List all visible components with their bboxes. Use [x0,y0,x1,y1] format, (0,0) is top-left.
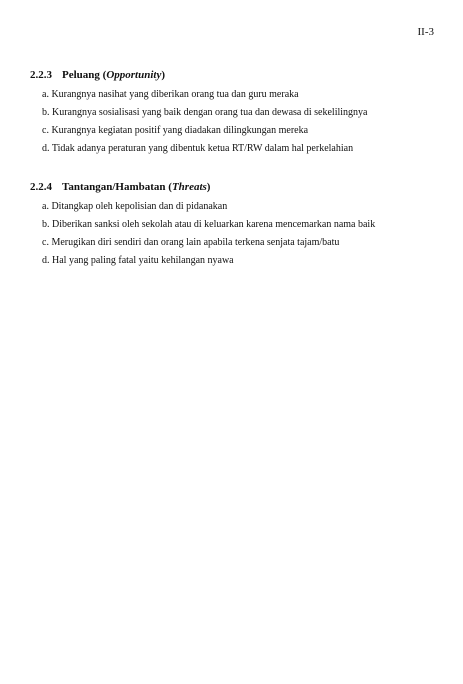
list-item: b. Kurangnya sosialisasi yang baik dengan orang tua dan dewasa di sekelilingnya [42,107,368,118]
opportunity-list [30,88,440,155]
list-item: c. Merugikan diri sendiri dan orang lain apabila terkena senjata tajam/batu [42,237,340,248]
section-title-english: Opportunity [106,69,162,81]
section-heading: 2.2.4 Tantangan/Hambatan (Threats) [30,181,211,193]
section-title: Peluang [62,69,100,81]
threats-list [30,200,440,267]
section-heading: 2.2.3 Peluang (Opportunity) [30,69,166,81]
section-title: Tantangan/Hambatan [62,181,166,193]
list-item: b. Diberikan sanksi oleh sekolah atau di keluarkan karena mencemarkan nama baik [42,219,376,230]
list-item: a. Ditangkap oleh kepolisian dan di pidanakan [42,201,228,212]
section-number: 2.2.3 [30,69,52,81]
list-item: d. Hal yang paling fatal yaitu kehilangan nyawa [42,255,234,266]
section-threats [30,181,440,272]
list-item: c. Kurangnya kegiatan positif yang diadakan dilingkungan mereka [42,125,309,136]
list-item: d. Tidak adanya peraturan yang dibentuk ketua RT/RW dalam hal perkelahian [42,143,354,154]
section-number: 2.2.4 [30,181,52,193]
section-opportunity [30,69,440,160]
section-title-english: Threats [171,181,207,193]
list-item: a. Kurangnya nasihat yang diberikan orang tua dan guru meraka [42,89,299,100]
page-number: II-3 [417,26,434,38]
